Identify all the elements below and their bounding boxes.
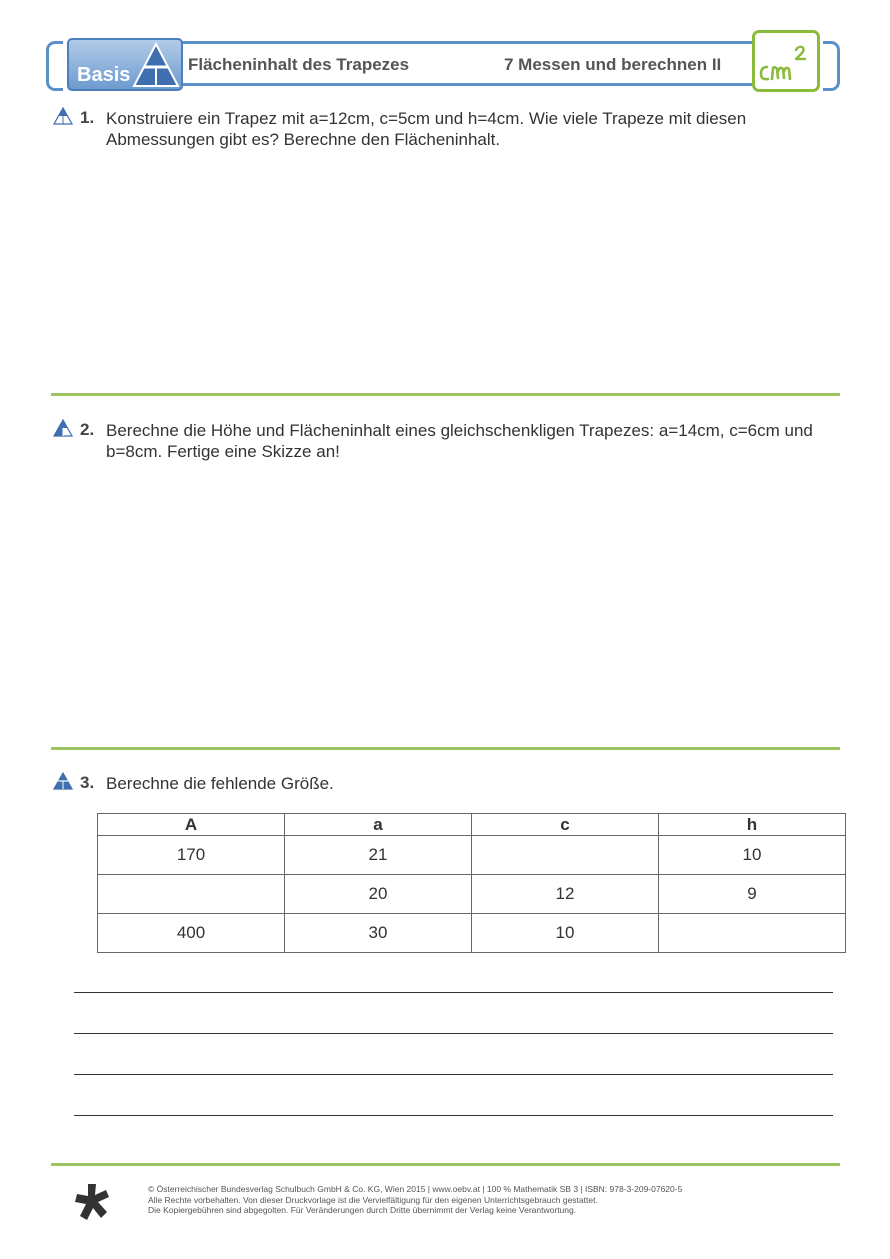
footer-separator — [51, 1163, 840, 1166]
answer-line — [74, 1033, 833, 1034]
cm-squared-icon — [755, 33, 817, 89]
table-cell: 400 — [98, 914, 285, 953]
basis-level-1-icon — [53, 107, 73, 125]
separator-2 — [51, 747, 840, 750]
header-rule-bottom — [180, 83, 752, 86]
table-row — [98, 836, 846, 875]
table-cell: 170 — [98, 836, 285, 875]
copyright-notice — [148, 1184, 682, 1216]
basis-label: Basis — [77, 64, 131, 86]
answer-line — [74, 992, 833, 993]
table-cell — [472, 836, 659, 875]
table-cell: 30 — [285, 914, 472, 953]
table-cell: 21 — [285, 836, 472, 875]
basis-badge — [67, 38, 183, 91]
table-row — [98, 875, 846, 914]
copyright-line-1: © Österreichischer Bundesverlag Schulbuch GmbH & Co. KG, Wien 2015 | www.oebv.at | 100 % Mathematik SB 3 | ISBN: 978-3-209-07620-5 — [148, 1184, 683, 1194]
answer-line — [74, 1074, 833, 1075]
table-cell: 9 — [659, 875, 846, 914]
task-1-number: 1. — [80, 108, 95, 127]
answer-line — [74, 1115, 833, 1116]
table-header-row — [98, 814, 846, 836]
task-2-number: 2. — [80, 420, 95, 439]
header-cell-c: c — [472, 814, 659, 836]
task-3-text: Berechne die fehlende Größe. — [106, 774, 334, 793]
chapter-title: 7 Messen und berechnen II — [504, 55, 722, 74]
header-rule-top — [180, 41, 752, 44]
task-2-text: Berechne die Höhe und Flächeninhalt eines gleichschenkligen Trapezes: a=14cm, c=6cm und b=8cm. Fertige eine Skizze an! — [106, 421, 813, 461]
missing-value-table — [97, 813, 846, 953]
table-row — [98, 914, 846, 953]
table-cell: 12 — [472, 875, 659, 914]
publisher-logo-icon — [72, 1182, 112, 1222]
header-cell-A: A — [98, 814, 285, 836]
header-cell-h: h — [659, 814, 846, 836]
table-cell — [659, 914, 846, 953]
table-cell: 20 — [285, 875, 472, 914]
basis-level-3-icon — [53, 772, 73, 790]
table-cell — [98, 875, 285, 914]
basis-level-2-icon — [53, 419, 73, 437]
copyright-line-2: Alle Rechte vorbehalten. Von dieser Druckvorlage ist die Vervielfältigung für den eigenen Unterrichtsgebrauch gestattet. — [148, 1194, 598, 1205]
header-cell-a: a — [285, 814, 472, 836]
header-bracket-left — [46, 41, 63, 91]
pyramid-icon — [131, 42, 181, 88]
table-cell: 10 — [659, 836, 846, 875]
cm-squared-logo — [752, 30, 820, 92]
task-1-text: Konstruiere ein Trapez mit a=12cm, c=5cm und h=4cm. Wie viele Trapeze mit diesen Abmessungen gibt es? Berechne den Flächeninhalt. — [106, 109, 747, 149]
separator-1 — [51, 393, 840, 396]
page-title: Flächeninhalt des Trapezes — [188, 55, 410, 74]
table-cell: 10 — [472, 914, 659, 953]
header-bracket-right — [823, 41, 840, 91]
task-3-number: 3. — [80, 773, 95, 792]
copyright-line-3: Die Kopiergebühren sind abgegolten. Für Veränderungen durch Dritte übernimmt der Verlag keine Verantwortung. — [148, 1205, 577, 1215]
